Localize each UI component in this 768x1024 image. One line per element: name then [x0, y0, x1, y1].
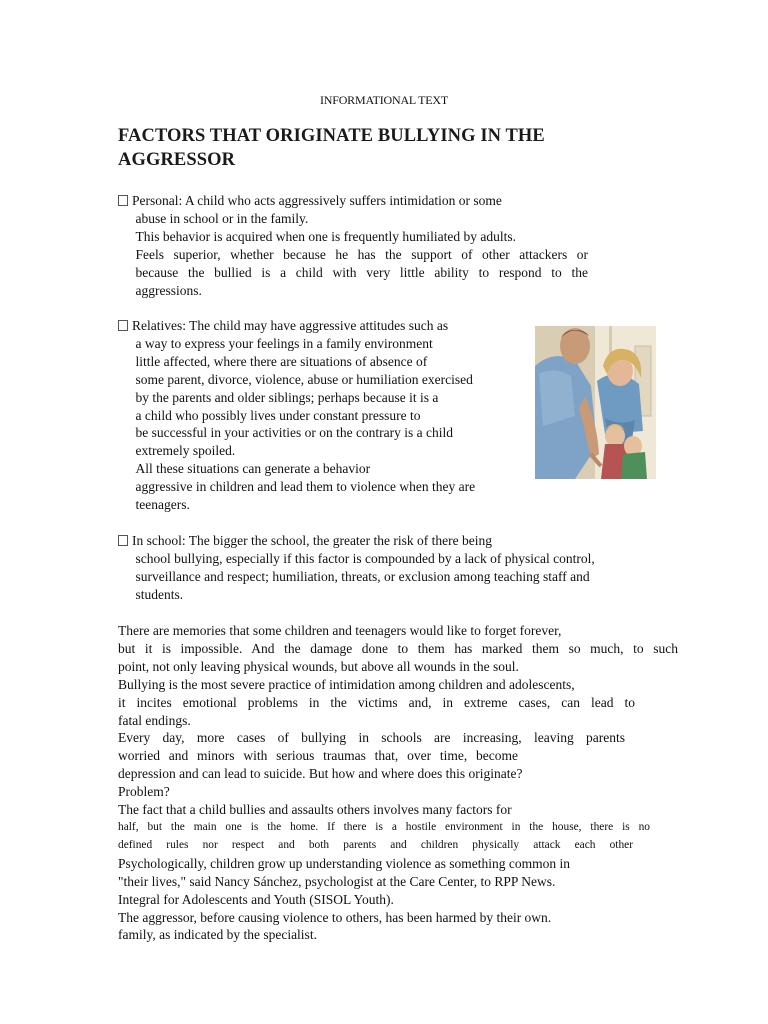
bullet-personal: [118, 192, 588, 299]
body-line: The aggressor, before causing violence to others, has been harmed by their own.: [118, 909, 552, 925]
document-title: [118, 124, 638, 172]
body-line: defined rules nor respect and both parents and children physically attack each other: [118, 838, 633, 851]
bullet-school: [118, 532, 658, 604]
bullet-text: Personal: A child who acts aggressively suffers intimidation or some: [132, 193, 502, 208]
body-line: "their lives," said Nancy Sánchez, psychologist at the Care Center, to RPP News.: [118, 873, 556, 889]
bullet-line: some parent, divorce, violence, abuse or humiliation exercised: [135, 371, 473, 387]
body-line: Bullying is the most severe practice of intimidation among children and adolescents,: [118, 676, 575, 692]
body-line: Integral for Adolescents and Youth (SISOL Youth).: [118, 891, 394, 907]
family-conflict-illustration: [535, 326, 656, 479]
bullet-line: a way to express your feelings in a family environment: [135, 335, 433, 351]
bullet-line: All these situations can generate a behavior: [135, 461, 371, 477]
body-line: but it is impossible. And the damage done to them has marked them so much, to such: [118, 640, 678, 656]
bullet-line: aggressions.: [135, 282, 202, 298]
body-line: depression and can lead to suicide. But how and where does this originate?: [118, 766, 523, 782]
bullet-line: little affected, where there are situations of absence of: [135, 353, 428, 369]
body-line: Problem?: [118, 784, 170, 800]
bullet-first-line: [118, 317, 527, 335]
bullet-line: surveillance and respect; humiliation, threats, or exclusion among teaching staff and: [135, 568, 590, 584]
bullet-line: This behavior is acquired when one is frequently humiliated by adults.: [135, 228, 517, 244]
bullet-line: extremely spoiled.: [135, 443, 236, 459]
bullet-first-line: [118, 532, 658, 550]
body-text: [118, 622, 678, 944]
bullet-line: abuse in school or in the family.: [135, 210, 309, 226]
bullet-line: a child who possibly lives under constant pressure to: [135, 407, 421, 423]
bullet-line: because the bullied is a child with very little ability to respond to the: [135, 264, 588, 280]
bullet-line: Feels superior, whether because he has the support of other attackers or: [135, 246, 588, 262]
body-line: There are memories that some children and teenagers would like to forget forever,: [118, 623, 562, 638]
title-line: AGGRESSOR: [118, 150, 236, 170]
bullet-line: students.: [135, 586, 184, 602]
document-label: INFORMATIONAL TEXT: [319, 93, 449, 107]
bullet-first-line: [118, 192, 588, 210]
bullet-line: be successful in your activities or on the contrary is a child: [135, 425, 454, 441]
body-line: half, but the main one is the home. If there is a hostile environment in the house, there is no: [118, 820, 650, 833]
family-conflict-photo: [535, 326, 656, 479]
body-line: fatal endings.: [118, 712, 191, 728]
body-line: The fact that a child bullies and assaults others involves many factors for: [118, 802, 512, 818]
bullet-line: school bullying, especially if this factor is compounded by a lack of physical control,: [135, 550, 595, 566]
bullet-text: Relatives: The child may have aggressive attitudes such as: [132, 318, 449, 333]
title-line: FACTORS THAT ORIGINATE BULLYING IN THE: [118, 126, 545, 146]
bullet-line: teenagers.: [135, 497, 190, 513]
bullet-line: aggressive in children and lead them to violence when they are: [135, 479, 476, 495]
body-line: worried and minors with serious traumas that, over time, become: [118, 748, 518, 764]
body-line: family, as indicated by the specialist.: [118, 927, 317, 943]
bullet-icon: [118, 535, 128, 546]
body-line: it incites emotional problems in the victims and, in extreme cases, can lead to: [118, 694, 635, 710]
bullet-relatives: [118, 317, 527, 514]
body-line: Every day, more cases of bullying in schools are increasing, leaving parents: [118, 730, 625, 746]
bullet-icon: [118, 320, 128, 331]
body-line: Psychologically, children grow up understanding violence as something common in: [118, 855, 571, 871]
bullet-icon: [118, 195, 128, 206]
body-line: point, not only leaving physical wounds, but above all wounds in the soul.: [118, 658, 519, 674]
bullet-text: In school: The bigger the school, the greater the risk of there being: [132, 533, 493, 548]
bullet-line: by the parents and older siblings; perhaps because it is a: [135, 389, 439, 405]
